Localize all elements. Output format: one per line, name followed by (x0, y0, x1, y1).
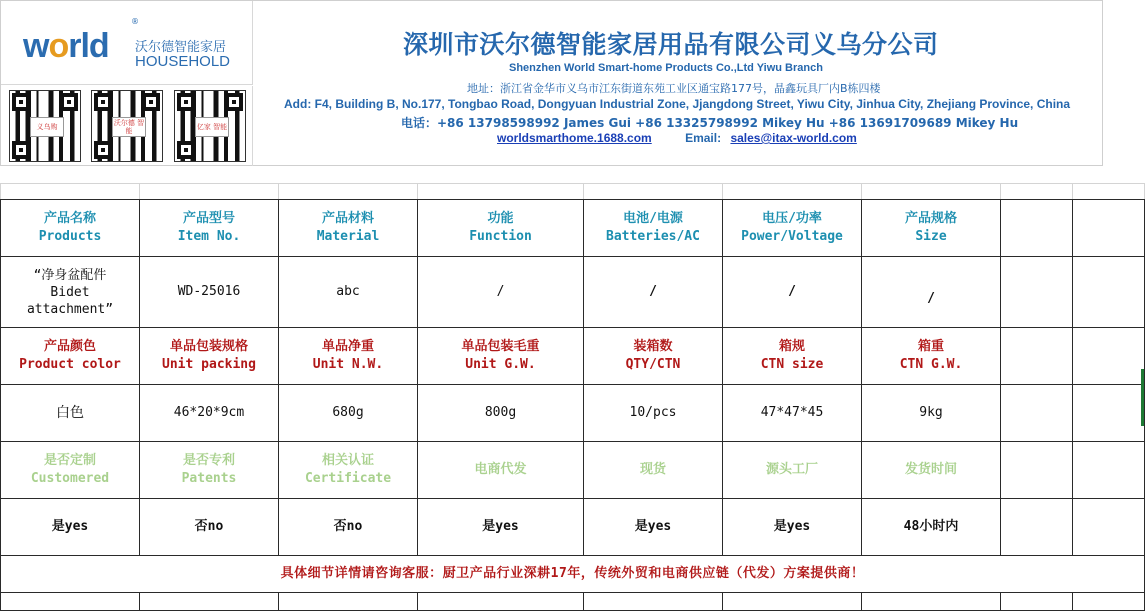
header-cell-item-no: 产品型号 Item No. (140, 200, 279, 257)
logo-wordmark: world (23, 27, 109, 65)
table-row (1, 328, 1145, 385)
value-cell-ctn-size[interactable]: 47*47*45 (723, 385, 862, 442)
value-cell-in-stock[interactable]: 是yes (584, 499, 723, 556)
logo-cn-text: 沃尔德智能家居 (135, 40, 227, 55)
qr-code-label: 义乌购 (30, 117, 64, 137)
empty-cell[interactable] (1073, 499, 1145, 556)
table-spacer-row (1, 184, 1145, 200)
qr-code-icon (174, 90, 246, 162)
header-cell-customered: 是否定制 Customered (1, 442, 140, 499)
table-spacer-row (1, 593, 1145, 611)
website-link[interactable]: worldsmarthome.1688.com (497, 131, 652, 145)
value-cell-function[interactable]: / (418, 257, 584, 328)
header-cell-dropship: 电商代发 (418, 442, 584, 499)
header-cell-source-factory: 源头工厂 (723, 442, 862, 499)
header-cell-size: 产品规格 Size (862, 200, 1001, 257)
header-cell-ctn-size: 箱规 CTN size (723, 328, 862, 385)
value-cell-unit-packing[interactable]: 46*20*9cm (140, 385, 279, 442)
header-cell-color: 产品颜色 Product color (1, 328, 140, 385)
value-cell-patents[interactable]: 否no (140, 499, 279, 556)
value-cell-ctn-gw[interactable]: 9kg (862, 385, 1001, 442)
empty-cell[interactable] (1001, 385, 1073, 442)
cell-selection-marker (1141, 369, 1144, 426)
empty-cell[interactable] (1001, 328, 1073, 385)
table-row (1, 499, 1145, 556)
empty-cell[interactable] (1001, 442, 1073, 499)
table-row (1, 257, 1145, 328)
header-cell-unit-nw: 单品净重 Unit N.W. (279, 328, 418, 385)
header-cell-certificate: 相关认证 Certificate (279, 442, 418, 499)
value-cell-material[interactable]: abc (279, 257, 418, 328)
value-cell-batteries[interactable]: / (584, 257, 723, 328)
value-cell-product[interactable]: “净身盆配件 Bidet attachment” (1, 257, 140, 328)
value-cell-delivery-time[interactable]: 48小时内 (862, 499, 1001, 556)
table-row (1, 385, 1145, 442)
header-cell-unit-gw: 单品包装毛重 Unit G.W. (418, 328, 584, 385)
qr-code-label: 亿家 智能 (195, 117, 229, 137)
header-cell-in-stock: 现货 (584, 442, 723, 499)
value-cell-unit-nw[interactable]: 680g (279, 385, 418, 442)
phone-numbers: 电话：+86 13798598992 James Gui +86 13325798992 Mikey Hu +86 13691709689 Mikey Hu (401, 116, 1019, 130)
header-cell-delivery-time: 发货时间 (862, 442, 1001, 499)
value-cell-certificate[interactable]: 否no (279, 499, 418, 556)
value-cell-power[interactable]: / (723, 257, 862, 328)
value-cell-item-no[interactable]: WD-25016 (140, 257, 279, 328)
value-cell-color[interactable]: 白色 (1, 385, 140, 442)
service-note[interactable]: 具体细节详情请咨询客服：厨卫产品行业深耕17年，传统外贸和电商供应链（代发）方案提供商！ (1, 556, 1145, 593)
company-banner (0, 0, 1103, 166)
email-link[interactable]: sales@itax-world.com (730, 131, 857, 145)
qr-code-row (1, 86, 253, 166)
header-cell-ctn-gw: 箱重 CTN G.W. (862, 328, 1001, 385)
header-cell-products: 产品名称 Products (1, 200, 140, 257)
value-cell-source-factory[interactable]: 是yes (723, 499, 862, 556)
header-cell-material: 产品材料 Material (279, 200, 418, 257)
address-en: Add: F4, Building B, No.177, Tongbao Road, Dongyuan Industrial Zone, Jjangdong Street, Yiwu City, Jinhua City, Zhejiang Province, China (284, 97, 1071, 111)
logo-en-text: HOUSEHOLD (135, 53, 231, 70)
table-row (1, 442, 1145, 499)
table-row (1, 556, 1145, 593)
company-name-en: Shenzhen World Smart-home Products Co.,Ltd Yiwu Branch (509, 62, 823, 74)
header-cell-unit-packing: 单品包装规格 Unit packing (140, 328, 279, 385)
qr-code-icon (91, 90, 163, 162)
empty-cell[interactable] (1073, 385, 1145, 442)
value-cell-qty-ctn[interactable]: 10/pcs (584, 385, 723, 442)
empty-cell[interactable] (1073, 200, 1145, 257)
value-cell-customered[interactable]: 是yes (1, 499, 140, 556)
empty-cell[interactable] (1073, 328, 1145, 385)
header-cell-patents: 是否专利 Patents (140, 442, 279, 499)
qr-code-icon (9, 90, 81, 162)
empty-cell[interactable] (1001, 257, 1073, 328)
empty-cell[interactable] (1001, 200, 1073, 257)
empty-cell[interactable] (1073, 257, 1145, 328)
contact-links (497, 131, 857, 145)
header-cell-qty-ctn: 装箱数 QTY/CTN (584, 328, 723, 385)
brand-logo (1, 1, 253, 85)
address-cn: 地址：浙江省金华市义乌市江东街道东苑工业区通宝路177号，晶鑫玩具厂内B栋四楼 (467, 82, 881, 95)
empty-cell[interactable] (1073, 442, 1145, 499)
company-name-cn: 深圳市沃尔德智能家居用品有限公司义乌分公司 (403, 30, 939, 59)
value-cell-unit-gw[interactable]: 800g (418, 385, 584, 442)
product-spec-table (0, 183, 1145, 611)
header-cell-batteries: 电池/电源 Batteries/AC (584, 200, 723, 257)
value-cell-dropship[interactable]: 是yes (418, 499, 584, 556)
empty-cell[interactable] (1001, 499, 1073, 556)
value-cell-size[interactable]: / (862, 257, 1001, 328)
qr-code-label: 沃尔德 智能 (113, 119, 145, 135)
table-row (1, 200, 1145, 257)
email-label: Email: (685, 131, 722, 145)
trademark-symbol: ® (131, 17, 139, 26)
header-cell-function: 功能 Function (418, 200, 584, 257)
header-cell-power: 电压/功率 Power/Voltage (723, 200, 862, 257)
